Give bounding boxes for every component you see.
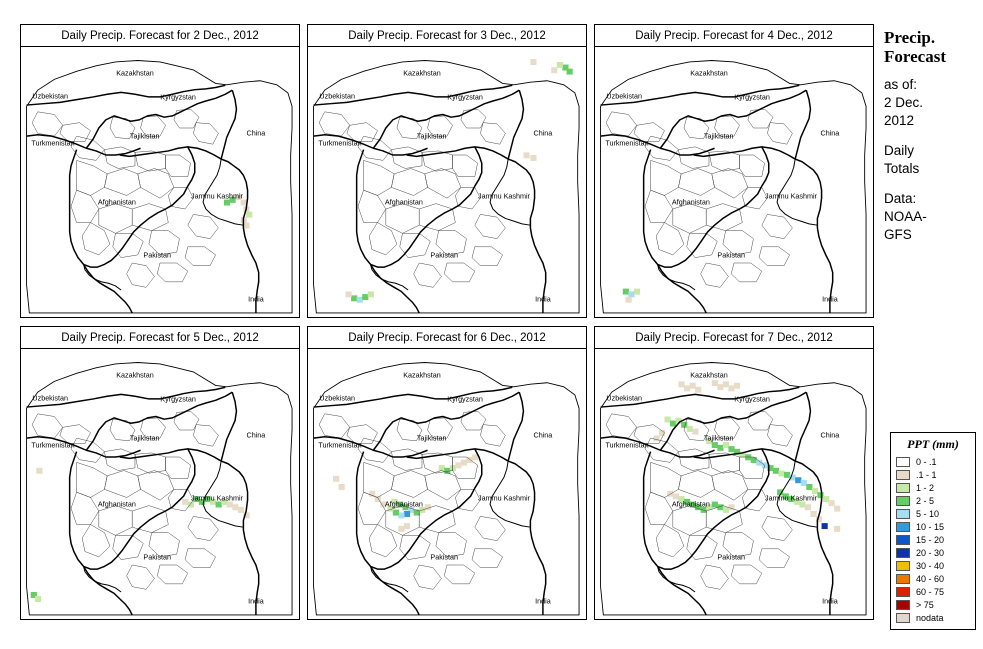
precip-cell (653, 435, 659, 441)
precip-cell (398, 526, 404, 532)
country-label: Tajikistan (416, 433, 447, 443)
country-label: Afghanistan (97, 499, 136, 509)
precip-cell (224, 200, 230, 206)
country-label: Afghanistan (97, 197, 136, 207)
legend-row (896, 494, 970, 507)
map-basemap (21, 349, 299, 619)
legend-swatch (896, 483, 910, 493)
precip-cell (246, 212, 252, 218)
panel-title: Daily Precip. Forecast for 6 Dec., 2012 (308, 327, 586, 349)
precip-cell (834, 526, 840, 532)
legend-label: > 75 (916, 599, 934, 610)
sidebar-title-line1: Precip. (884, 28, 936, 47)
precip-cell (723, 442, 729, 448)
sidebar-info (884, 28, 983, 244)
precip-cell (393, 510, 399, 516)
sidebar-title-line2: Forecast (884, 47, 946, 66)
precip-cell (795, 477, 801, 483)
sidebar-data-line2: NOAA- (884, 209, 927, 224)
legend-label: 1 - 2 (916, 482, 935, 493)
country-label: Uzbekistan (606, 393, 642, 403)
sidebar-data-line3: GFS (884, 227, 912, 242)
country-label: Turkmenistan (605, 440, 649, 450)
country-label: Kazakhstan (690, 68, 728, 78)
map-area-3 (595, 47, 873, 317)
legend-swatch (896, 548, 910, 558)
legend-row (896, 520, 970, 533)
precip-cell (530, 155, 536, 161)
country-label: Tajikistan (129, 131, 160, 141)
precip-cell (751, 457, 757, 463)
country-label: Afghanistan (384, 197, 423, 207)
legend-swatch (896, 470, 910, 480)
forecast-panel-2 (307, 24, 587, 318)
precip-cell (227, 502, 233, 508)
country-label: Uzbekistan (606, 91, 642, 101)
precip-cell (681, 422, 687, 428)
precip-cell (634, 289, 640, 295)
country-label: China (246, 128, 266, 138)
precip-cell (687, 426, 693, 432)
precip-cell (712, 380, 718, 386)
country-label: Kyrgyzstan (734, 92, 770, 102)
precip-cell (623, 289, 629, 295)
precip-cell (801, 480, 807, 486)
legend-row (896, 611, 970, 624)
precip-cell (728, 385, 734, 391)
precip-cell (717, 384, 723, 390)
country-label: Kyrgyzstan (447, 92, 483, 102)
sidebar-totals-line2: Totals (884, 161, 920, 176)
country-label: Afghanistan (671, 499, 710, 509)
precip-cell (404, 523, 410, 529)
precip-cell (762, 462, 768, 468)
country-label: Kyrgyzstan (160, 394, 196, 404)
legend-row (896, 585, 970, 598)
country-label: China (820, 430, 840, 440)
precip-cell (684, 385, 690, 391)
legend-label: nodata (916, 612, 944, 623)
country-label: Uzbekistan (319, 91, 355, 101)
country-label: Jammu Kashmir (191, 191, 243, 200)
map-basemap (21, 47, 299, 317)
country-label: India (248, 596, 264, 606)
precip-cell (745, 454, 751, 460)
legend-label: 60 - 75 (916, 586, 945, 597)
precip-cell (734, 383, 740, 389)
precip-cell (692, 429, 698, 435)
country-label: Turkmenistan (605, 138, 649, 148)
country-label: Kazakhstan (690, 370, 728, 380)
legend-row (896, 533, 970, 546)
country-label: Uzbekistan (32, 91, 68, 101)
legend-swatch (896, 457, 910, 467)
precip-cell (450, 465, 456, 471)
legend-row (896, 546, 970, 559)
map-area-6 (595, 349, 873, 619)
legend-swatch (896, 522, 910, 532)
country-label: India (822, 294, 838, 304)
precip-cell (425, 504, 431, 510)
legend-label: 2 - 5 (916, 495, 935, 506)
sidebar-totals-line1: Daily (884, 143, 915, 158)
precip-cell (567, 69, 573, 75)
map-area-2 (308, 47, 586, 317)
precip-cell (695, 387, 701, 393)
precip-cell (806, 484, 812, 490)
precip-cell (773, 468, 779, 474)
country-label: Turkmenistan (318, 440, 362, 450)
legend-swatch (896, 587, 910, 597)
precip-cell (728, 446, 734, 452)
precip-cell (339, 484, 345, 490)
panel-title: Daily Precip. Forecast for 7 Dec., 2012 (595, 327, 873, 349)
map-basemap (308, 349, 586, 619)
country-label: Kyrgyzstan (734, 394, 770, 404)
precip-cell (834, 506, 840, 512)
country-label: Jammu Kashmir (765, 493, 817, 502)
precip-cell (35, 596, 41, 602)
country-label: Afghanistan (671, 197, 710, 207)
map-area-5 (308, 349, 586, 619)
country-label: Kazakhstan (116, 68, 154, 78)
forecast-panel-6 (594, 326, 874, 620)
precip-cell (673, 493, 679, 499)
legend-row (896, 481, 970, 494)
precip-cell (626, 297, 632, 303)
precip-cell (188, 502, 194, 508)
precip-cell (557, 62, 563, 68)
legend-swatch (896, 509, 910, 519)
country-label: Afghanistan (384, 499, 423, 509)
precip-cell (346, 291, 352, 297)
map-area-4 (21, 349, 299, 619)
precip-cell (712, 442, 718, 448)
country-label: Kazakhstan (116, 370, 154, 380)
legend-label: .1 - 1 (916, 469, 937, 480)
legend-swatch (896, 613, 910, 623)
legend-swatch (896, 600, 910, 610)
precip-cell (678, 381, 684, 387)
country-label: Kyrgyzstan (160, 92, 196, 102)
panel-title: Daily Precip. Forecast for 5 Dec., 2012 (21, 327, 299, 349)
forecast-panel-4 (20, 326, 300, 620)
legend-label: 20 - 30 (916, 547, 945, 558)
legend-label: 5 - 10 (916, 508, 940, 519)
country-label: Jammu Kashmir (478, 191, 530, 200)
legend-title: PPT (mm) (907, 437, 959, 451)
precip-cell (723, 507, 729, 513)
country-label: Tajikistan (129, 433, 160, 443)
legend-label: 15 - 20 (916, 534, 945, 545)
precip-cell (333, 476, 339, 482)
country-label: Kyrgyzstan (447, 394, 483, 404)
precip-cell (823, 496, 829, 502)
legend-label: 30 - 40 (916, 560, 945, 571)
country-label: Pakistan (430, 250, 459, 260)
precip-cell (368, 291, 374, 297)
legend-row (896, 572, 970, 585)
precip-cell (351, 295, 357, 301)
country-label: China (533, 430, 553, 440)
country-label: Jammu Kashmir (191, 493, 243, 502)
country-label: Kazakhstan (403, 68, 441, 78)
legend-row (896, 455, 970, 468)
legend-row (896, 468, 970, 481)
country-label: Jammu Kashmir (478, 493, 530, 502)
sidebar-asof-date-line2: 2012 (884, 113, 915, 128)
precip-cell (670, 421, 676, 427)
precip-cell (455, 462, 461, 468)
map-basemap (595, 349, 873, 619)
precip-cell (243, 223, 249, 229)
forecast-panel-3 (594, 24, 874, 318)
legend-row (896, 598, 970, 611)
precip-cell (665, 417, 671, 423)
country-label: Pakistan (717, 552, 746, 562)
country-label: Jammu Kashmir (765, 191, 817, 200)
country-label: India (248, 294, 264, 304)
precip-cell (784, 472, 790, 478)
map-basemap (595, 47, 873, 317)
sidebar-data-line1: Data: (884, 191, 917, 206)
precip-cell (778, 471, 784, 477)
legend (890, 432, 976, 630)
precip-cell (439, 465, 445, 471)
country-label: Turkmenistan (31, 440, 75, 450)
precip-cell (712, 502, 718, 508)
country-label: China (820, 128, 840, 138)
precip-cell (238, 507, 244, 513)
country-label: India (535, 294, 551, 304)
country-label: Kazakhstan (403, 370, 441, 380)
precip-cell (822, 523, 828, 529)
legend-swatch (896, 561, 910, 571)
precip-cell (667, 491, 673, 497)
precip-cell (216, 502, 222, 508)
legend-swatch (896, 574, 910, 584)
country-label: Uzbekistan (319, 393, 355, 403)
legend-swatch (896, 496, 910, 506)
precip-cell (717, 445, 723, 451)
country-label: Uzbekistan (32, 393, 68, 403)
legend-label: 40 - 60 (916, 573, 945, 584)
precip-cell (551, 67, 557, 73)
country-label: India (822, 596, 838, 606)
precip-cell (369, 491, 375, 497)
precip-cell (628, 291, 634, 297)
country-label: Tajikistan (703, 433, 734, 443)
country-label: China (246, 430, 266, 440)
precip-cell (690, 383, 696, 389)
precip-cell (799, 502, 805, 508)
legend-swatch (896, 535, 910, 545)
legend-rows (896, 455, 970, 624)
sidebar-asof-label: as of: (884, 77, 918, 92)
precip-cell (182, 499, 188, 505)
map-area-1 (21, 47, 299, 317)
country-label: Pakistan (430, 552, 459, 562)
precip-cell (36, 468, 42, 474)
sidebar-asof-date-line1: 2 Dec. (884, 95, 924, 110)
forecast-panel-1 (20, 24, 300, 318)
precip-cell (398, 512, 404, 518)
precip-cell (530, 59, 536, 65)
precip-cell (414, 510, 420, 516)
precip-cell (362, 294, 368, 300)
country-label: Pakistan (717, 250, 746, 260)
country-label: Pakistan (143, 250, 172, 260)
panel-title: Daily Precip. Forecast for 2 Dec., 2012 (21, 25, 299, 47)
precip-cell (523, 152, 529, 158)
country-label: China (533, 128, 553, 138)
country-label: India (535, 596, 551, 606)
legend-row (896, 507, 970, 520)
country-label: Turkmenistan (31, 138, 75, 148)
country-label: Pakistan (143, 552, 172, 562)
country-label: Tajikistan (703, 131, 734, 141)
precip-cell (817, 492, 823, 498)
legend-label: 0 - .1 (916, 456, 937, 467)
precip-cell (829, 500, 835, 506)
legend-row (896, 559, 970, 572)
legend-label: 10 - 15 (916, 521, 945, 532)
precip-cell (805, 504, 811, 510)
precip-cell (232, 504, 238, 510)
precip-cell (810, 511, 816, 517)
precip-cell (723, 381, 729, 387)
country-label: Tajikistan (416, 131, 447, 141)
map-basemap (308, 47, 586, 317)
forecast-panel-5 (307, 326, 587, 620)
precip-cell (461, 460, 467, 466)
precip-cell (241, 200, 247, 206)
precip-cells (623, 289, 640, 303)
precip-cell (357, 297, 363, 303)
precip-cell (404, 511, 410, 517)
panel-title: Daily Precip. Forecast for 3 Dec., 2012 (308, 25, 586, 47)
country-label: Turkmenistan (318, 138, 362, 148)
panel-title: Daily Precip. Forecast for 4 Dec., 2012 (595, 25, 873, 47)
